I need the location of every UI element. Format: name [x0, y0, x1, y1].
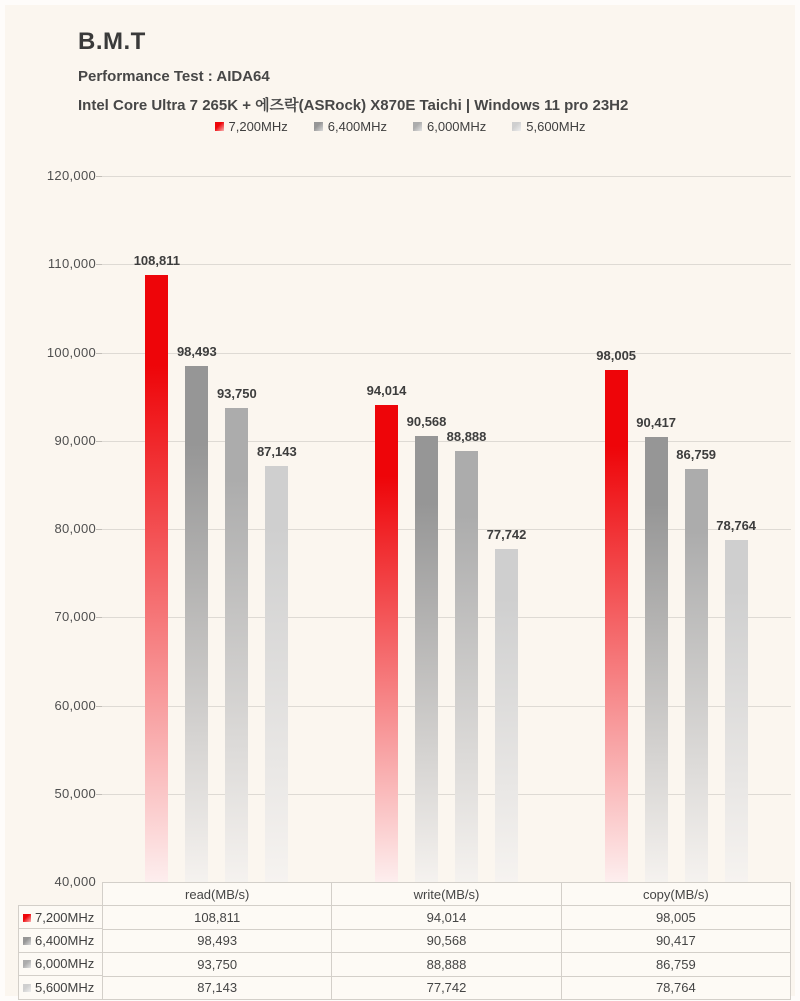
- bar-6,000MHz-read(MB/s): [225, 408, 248, 882]
- row-label-6,000MHz: [19, 952, 103, 975]
- table-row: [103, 906, 791, 929]
- bar-value-label: 90,417: [636, 415, 677, 431]
- y-axis-tick-label: 120,000: [46, 168, 96, 183]
- bar-value-label: 93,750: [216, 385, 257, 401]
- bar-value-label: 98,493: [176, 343, 217, 359]
- legend-item-5,600MHz: [512, 119, 585, 134]
- bar-value-label: 78,764: [716, 517, 757, 533]
- series-marker-icon: [23, 937, 31, 945]
- axis-tick: [96, 794, 102, 795]
- row-label-6,400MHz: [19, 929, 103, 952]
- row-label-text: 6,400MHz: [35, 933, 95, 949]
- gridline-110000: [102, 264, 791, 265]
- bar-value-label: 87,143: [256, 443, 297, 459]
- axis-tick: [96, 176, 102, 177]
- y-axis-tick-label: 90,000: [54, 432, 96, 448]
- row-label-row: [19, 929, 103, 952]
- legend-marker-icon: [413, 122, 422, 131]
- series-marker-icon: [23, 960, 31, 968]
- bar-value-label: 86,759: [676, 447, 717, 463]
- data-table: [102, 882, 791, 1000]
- value-cell-6,000MHz-write(MB/s): 88,888: [332, 953, 561, 976]
- bar-6,000MHz-write(MB/s): [455, 451, 478, 882]
- legend-label: 7,200MHz: [228, 118, 288, 134]
- row-label-text: 6,000MHz: [35, 956, 95, 972]
- row-label-row: [19, 952, 103, 975]
- legend-item-6,000MHz: [413, 119, 486, 134]
- bar-5,600MHz-read(MB/s): [265, 466, 288, 882]
- value-cell-7,200MHz-write(MB/s): 94,014: [332, 906, 561, 929]
- plot-area: [102, 176, 791, 882]
- row-label-text: 7,200MHz: [35, 909, 95, 925]
- bar-value-label: 90,568: [406, 413, 447, 429]
- bar-value-label: 94,014: [366, 383, 407, 399]
- legend-item-7,200MHz: [215, 119, 288, 134]
- column-header-copy(MB/s): copy(MB/s): [561, 883, 790, 906]
- y-axis-tick-label: 70,000: [54, 609, 96, 625]
- bar-6,400MHz-read(MB/s): [185, 366, 208, 882]
- bar-value-label: 77,742: [486, 526, 527, 542]
- legend-marker-icon: [512, 122, 521, 131]
- legend-marker-icon: [314, 122, 323, 131]
- axis-tick: [96, 529, 102, 530]
- y-axis-tick-label: 110,000: [47, 256, 96, 272]
- series-marker-icon: [23, 984, 31, 992]
- table-row: [103, 953, 791, 976]
- bar-7,200MHz-copy(MB/s): [605, 370, 628, 882]
- value-cell-5,600MHz-write(MB/s): 77,742: [332, 976, 561, 999]
- value-cell-7,200MHz-copy(MB/s): 98,005: [561, 906, 790, 929]
- axis-tick: [96, 353, 102, 354]
- value-cell-7,200MHz-read(MB/s): 108,811: [103, 906, 332, 929]
- value-cell-5,600MHz-read(MB/s): 87,143: [103, 976, 332, 999]
- bar-value-label: 98,005: [596, 348, 637, 364]
- series-marker-icon: [23, 914, 31, 922]
- value-cell-6,400MHz-write(MB/s): 90,568: [332, 929, 561, 952]
- legend-label: 5,600MHz: [526, 118, 586, 134]
- y-axis-tick-label: 50,000: [54, 785, 96, 801]
- bar-value-label: 108,811: [133, 252, 180, 268]
- bar-7,200MHz-read(MB/s): [145, 275, 168, 882]
- bar-6,000MHz-copy(MB/s): [685, 469, 708, 882]
- bar-5,600MHz-write(MB/s): [495, 549, 518, 882]
- legend-label: 6,000MHz: [427, 118, 487, 134]
- row-label-5,600MHz: [19, 976, 103, 999]
- row-label-text: 5,600MHz: [35, 979, 95, 995]
- axis-tick: [96, 617, 102, 618]
- data-table-header-row: [103, 883, 791, 906]
- chart-subtitle-test: Performance Test : AIDA64: [78, 68, 270, 85]
- table-row: [103, 976, 791, 999]
- row-label-row: [19, 906, 103, 929]
- legend-label: 6,400MHz: [327, 118, 387, 134]
- row-label-7,200MHz: [19, 906, 103, 929]
- y-axis-tick-label: 40,000: [54, 874, 96, 889]
- chart-subtitle-system: Intel Core Ultra 7 265K + 에즈락(ASRock) X870E Taichi | Windows 11 pro 23H2: [78, 97, 629, 114]
- gridline-120000: [102, 176, 791, 177]
- bar-6,400MHz-copy(MB/s): [645, 437, 668, 882]
- value-cell-6,000MHz-read(MB/s): 93,750: [103, 953, 332, 976]
- y-axis-tick-label: 100,000: [46, 344, 96, 360]
- bar-7,200MHz-write(MB/s): [375, 405, 398, 882]
- bar-6,400MHz-write(MB/s): [415, 436, 438, 882]
- column-header-write(MB/s): write(MB/s): [332, 883, 561, 906]
- axis-tick: [96, 706, 102, 707]
- bar-value-label: 88,888: [446, 428, 487, 444]
- chart-title: B.M.T: [78, 28, 146, 55]
- table-row: [103, 929, 791, 952]
- bar-5,600MHz-copy(MB/s): [725, 540, 748, 882]
- legend-item-6,400MHz: [314, 119, 387, 134]
- value-cell-6,400MHz-read(MB/s): 98,493: [103, 929, 332, 952]
- row-label-row: [19, 976, 103, 999]
- y-axis-tick-label: 80,000: [54, 521, 96, 536]
- value-cell-5,600MHz-copy(MB/s): 78,764: [561, 976, 790, 999]
- chart-legend: [0, 117, 800, 135]
- axis-tick: [96, 264, 102, 265]
- row-label-table: [18, 905, 103, 1000]
- y-axis-tick-label: 60,000: [54, 697, 96, 713]
- value-cell-6,400MHz-copy(MB/s): 90,417: [561, 929, 790, 952]
- legend-marker-icon: [215, 122, 224, 131]
- column-header-read(MB/s): read(MB/s): [103, 883, 332, 906]
- value-cell-6,000MHz-copy(MB/s): 86,759: [561, 953, 790, 976]
- axis-tick: [96, 441, 102, 442]
